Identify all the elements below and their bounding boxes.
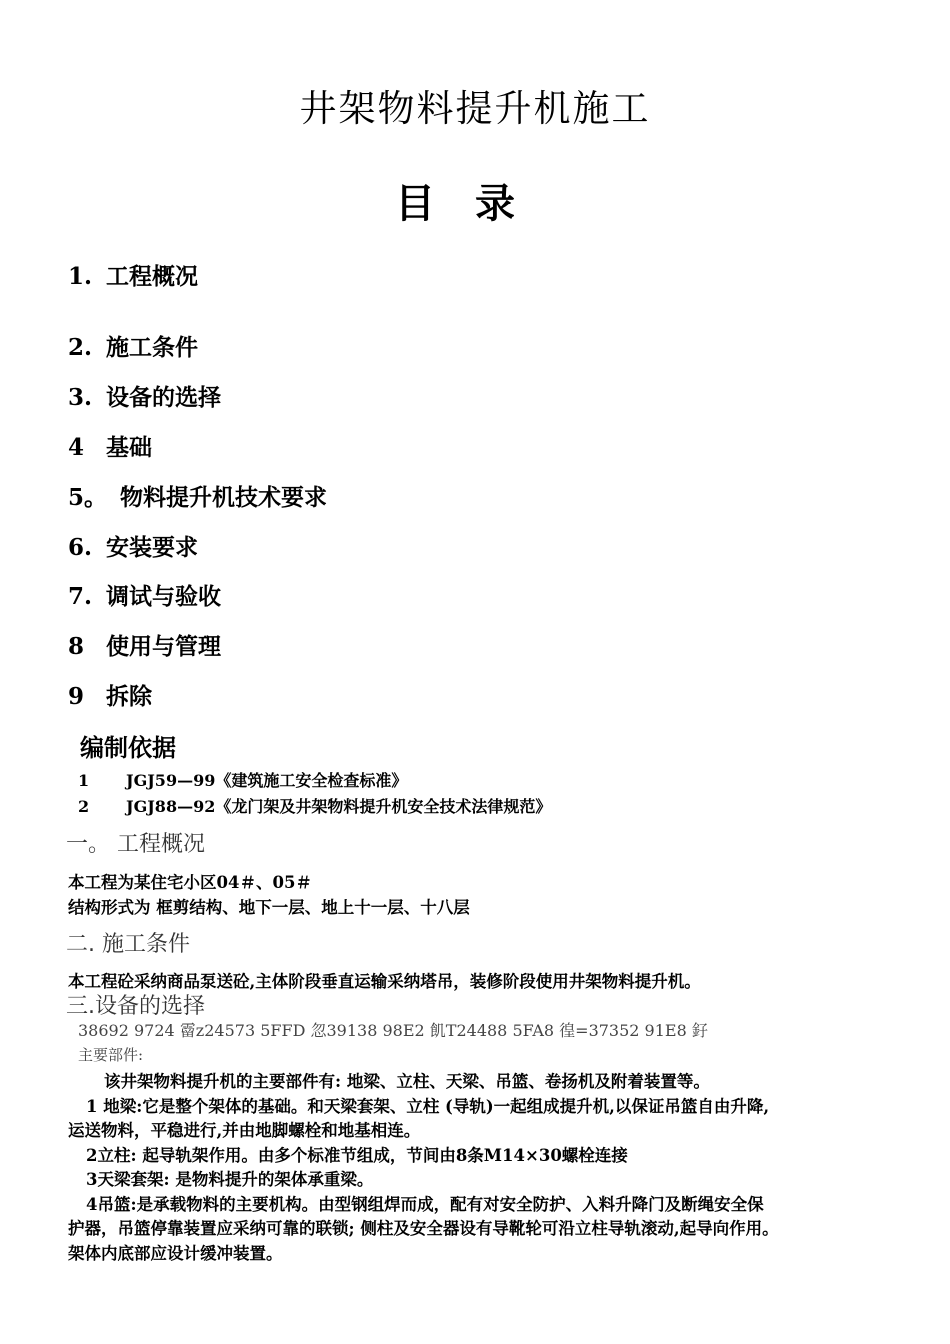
reference-number: 1 [78, 771, 90, 790]
paragraph-line: 4吊篮:是承载物料的主要机构。由型钢组焊而成，配有对安全防护、入料升降门及断绳安全保 [86, 1195, 764, 1214]
toc-item-label: 工程概况 [106, 263, 198, 290]
paragraph-line: 护器，吊篮停靠装置应采纳可靠的联锁; 侧柱及安全器设有导靴轮可沿立柱导轨滚动,起导向作用。 [68, 1219, 779, 1238]
toc-item [68, 678, 152, 711]
toc-item-number: 9 [68, 683, 85, 710]
subheading: 主要部件: [78, 1046, 144, 1064]
toc-item-label: 物料提升机技术要求 [120, 484, 327, 511]
section-heading: 一。 工程概况 [66, 832, 205, 857]
toc-item-number: 6. [68, 534, 93, 561]
reference-line [78, 794, 551, 817]
toc-heading: 目录 [395, 181, 555, 227]
paragraph-line: 1 地梁:它是整个架体的基础。和天梁套架、立柱 (导轨)一起组成提升机,以保证吊篮自由升降, [86, 1097, 770, 1116]
toc-item [68, 429, 152, 462]
paragraph-line: 结构形式为 框剪结构、地下一层、地上十一层、十八层 [68, 898, 470, 917]
paragraph-line: 本工程为某住宅小区04＃、05＃ [68, 873, 312, 892]
toc-item [68, 628, 221, 661]
section-heading: 二. 施工条件 [66, 932, 190, 957]
toc-item-label: 安装要求 [106, 534, 198, 561]
paragraph-line: 2立柱: 起导轨架作用。由多个标准节组成，节间由8条M14×30螺栓连接 [86, 1146, 628, 1165]
reference-text: JGJ59—99《建筑施工安全检查标准》 [126, 771, 408, 790]
document-title: 井架物料提升机施工 [299, 87, 651, 130]
paragraph-line: 3天梁套架: 是物料提升的架体承重梁。 [86, 1170, 374, 1189]
toc-item [68, 329, 198, 362]
basis-heading: 编制依据 [80, 734, 176, 762]
toc-item-number: 8 [68, 633, 85, 660]
reference-line [78, 768, 407, 791]
toc-item-label: 设备的选择 [106, 384, 221, 411]
toc-item-label: 拆除 [106, 683, 152, 710]
section-heading: 三.设备的选择 [66, 994, 205, 1019]
toc-item [68, 529, 198, 562]
toc-item-number: 7. [68, 583, 93, 610]
reference-number: 2 [78, 797, 90, 816]
toc-item-label: 施工条件 [106, 334, 198, 361]
toc-item [68, 479, 327, 512]
toc-item-number: 4 [68, 434, 85, 461]
toc-item-label: 基础 [106, 434, 152, 461]
toc-item-number: 3. [68, 384, 93, 411]
toc-item-number: 5。 [68, 484, 108, 511]
paragraph-line: 架体内底部应设计缓冲装置。 [68, 1244, 283, 1263]
toc-item [68, 578, 221, 611]
reference-text: JGJ88—92《龙门架及井架物料提升机安全技术法律规范》 [126, 797, 552, 816]
paragraph-line: 本工程砼采纳商品泵送砼,主体阶段垂直运输采纳塔吊，装修阶段使用井架物料提升机。 [68, 972, 701, 991]
toc-item-number: 2. [68, 334, 93, 361]
toc-item-number: 1. [68, 263, 93, 290]
toc-item [68, 379, 221, 412]
code-line: 38692 9724 霤z24573 5FFD 忽39138 98E2 飢T24488 5FA8 徨=37352 91E8 釨 [78, 1021, 708, 1040]
toc-item-label: 调试与验收 [106, 583, 221, 610]
toc-item [68, 258, 198, 291]
paragraph-line: 该井架物料提升机的主要部件有: 地梁、立柱、天梁、吊篮、卷扬机及附着装置等。 [104, 1072, 710, 1091]
toc-item-label: 使用与管理 [106, 633, 221, 660]
paragraph-line: 运送物料，平稳进行,并由地脚螺栓和地基相连。 [68, 1121, 421, 1140]
